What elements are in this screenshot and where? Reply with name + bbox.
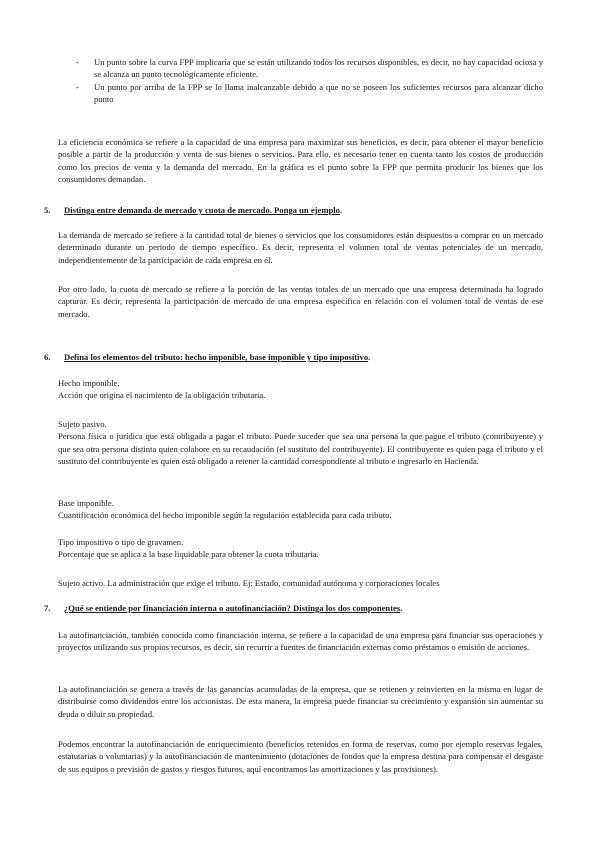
base-imponible-text: Cuantificación económica del hecho imponible según la regulación establecida para cada tributo.: [58, 510, 392, 521]
q5-paragraph-1: La demanda de mercado se refiere a la cantidad total de bienes o servicios que los consumidores están dispuestos a comprar en un mercado determinado durante un periodo de tiempo específico. Es decir, representa el volumen total de ventas potenciales de un mercado, independientemente de la participación de cada empresa en él.: [58, 230, 543, 265]
tipo-impositivo-block: [58, 536, 543, 561]
tipo-impositivo-title: Tipo impositivo o tipo de gravamen.: [58, 537, 184, 547]
fpp-bullet-list: [76, 56, 543, 106]
bullet-text: Un punto sobre la curva FPP implicaría que se están utilizando todos los recursos disponibles, es decir, no hay capacidad ociosa y se alcanza un punto tecnológicamente eficiente.: [94, 57, 543, 80]
bullet-item: - Un punto por arriba de la FPP se lo llama inalcanzable debido a que no se poseen los suficientes recursos para alcanzar dicho punto: [76, 81, 543, 105]
question-7-heading: 7. ¿Qué se entiende por financiación interna o autofinanciación? Distinga los dos componentes.: [44, 603, 403, 613]
hecho-imponible-text: Acción que origina el nacimiento de la obligación tributaria.: [58, 390, 266, 401]
question-5-title: Distinga entre demanda de mercado y cuota de mercado. Ponga un ejemplo: [64, 205, 340, 215]
bullet-item: - Un punto sobre la curva FPP implicaría que se están utilizando todos los recursos disponibles, es decir, no hay capacidad ociosa y se alcanza un punto tecnológicamente eficiente.: [76, 57, 543, 80]
hecho-imponible-title: Hecho imponible.: [58, 378, 120, 388]
q5-paragraph-2: Por otro lado, la cuota de mercado se refiere a la porción de las ventas totales de un mercado que una empresa determinada ha logrado capturar. Es decir, representa la participación de mercado de una empresa específica en relación con el volumen total de ventas de ese mercado.: [58, 284, 543, 319]
sujeto-pasivo-title: Sujeto pasivo.: [58, 419, 107, 429]
base-imponible-title: Base imponible.: [58, 498, 114, 508]
q7-paragraph-3: Podemos encontrar la autofinanciación de enriquecimiento (beneficios retenidos en forma de reservas, como por ejemplo reservas legales, estatutarias o voluntarias) y la autofinanciación de mantenimiento (dotaciones de fondos que la empresa destina para compensar el desgaste de sus equipos o previsión de gastos y riesgos futuros, aquí encontramos las amortizaciones y las provisiones).: [58, 739, 543, 774]
sujeto-activo-text: Sujeto activo. La administración que exige el tributo. Ej: Estado, comunidad autónoma y corporaciones locales: [58, 578, 440, 588]
question-6-title: Defina los elementos del tributo: hecho imponible, base imponible y tipo impositivo: [64, 352, 369, 362]
hecho-imponible-block: [58, 377, 543, 402]
sujeto-pasivo-block: [58, 418, 543, 468]
question-5-heading: 5. Distinga entre demanda de mercado y cuota de mercado. Ponga un ejemplo.: [44, 205, 343, 215]
question-7-title: ¿Qué se entiende por financiación interna o autofinanciación? Distinga los dos componentes: [64, 603, 401, 613]
q7-paragraph-2: La autofinanciación se genera a través de las ganancias acumuladas de la empresa, que se retienen y reinvierten en la misma en lugar de distribuirse como dividendos entre los accionistas. De esta manera, la empresa puede financiar su crecimiento y expansión sin aumentar su deuda o diluir su propiedad.: [58, 684, 543, 719]
q7-paragraph-1: La autofinanciación, también conocida como financiación interna, se refiere a la capacidad de una empresa para financiar sus operaciones y proyectos utilizando sus propios recursos, es decir, sin recurrir a fuentes de financiación externas como préstamos o emisión de acciones.: [58, 630, 543, 653]
efficiency-paragraph: La eficiencia económica se refiere a la capacidad de una empresa para maximizar sus beneficios, es decir, para obtener el mayor beneficio posible a partir de la producción y venta de sus bienes o servicios. Para ello, es necesario tener en cuenta tanto los costos de producción como los precios de venta y la demanda del mercado. En la gráfica es el punto sobre la FPP que permita producir los bienes que los consumidores demandan.: [58, 137, 543, 185]
bullet-text: Un punto por arriba de la FPP se lo llama inalcanzable debido a que no se poseen los suficientes recursos para alcanzar dicho punto: [94, 81, 543, 105]
tipo-impositivo-text: Porcentaje que se aplica a la base liquidable para obtener la cuota tributaria.: [58, 549, 319, 560]
sujeto-pasivo-text: Persona física o jurídica que está obligada a pagar el tributo. Puede suceder que sea una persona la que pague el tributo (contribuyente) y que sea otra persona distinta quien colabore en su recaudación (el sustituto del contribuyente). El contribuyente es quien paga el tributo y el sustituto del contribuyente es quien está obligado a retener la cantidad correspondiente al tributo e ingresarlo en Hacienda.: [58, 431, 543, 467]
question-6-heading: 6. Defina los elementos del tributo: hecho imponible, base imponible y tipo impositivo.: [44, 352, 371, 362]
base-imponible-block: [58, 497, 543, 522]
